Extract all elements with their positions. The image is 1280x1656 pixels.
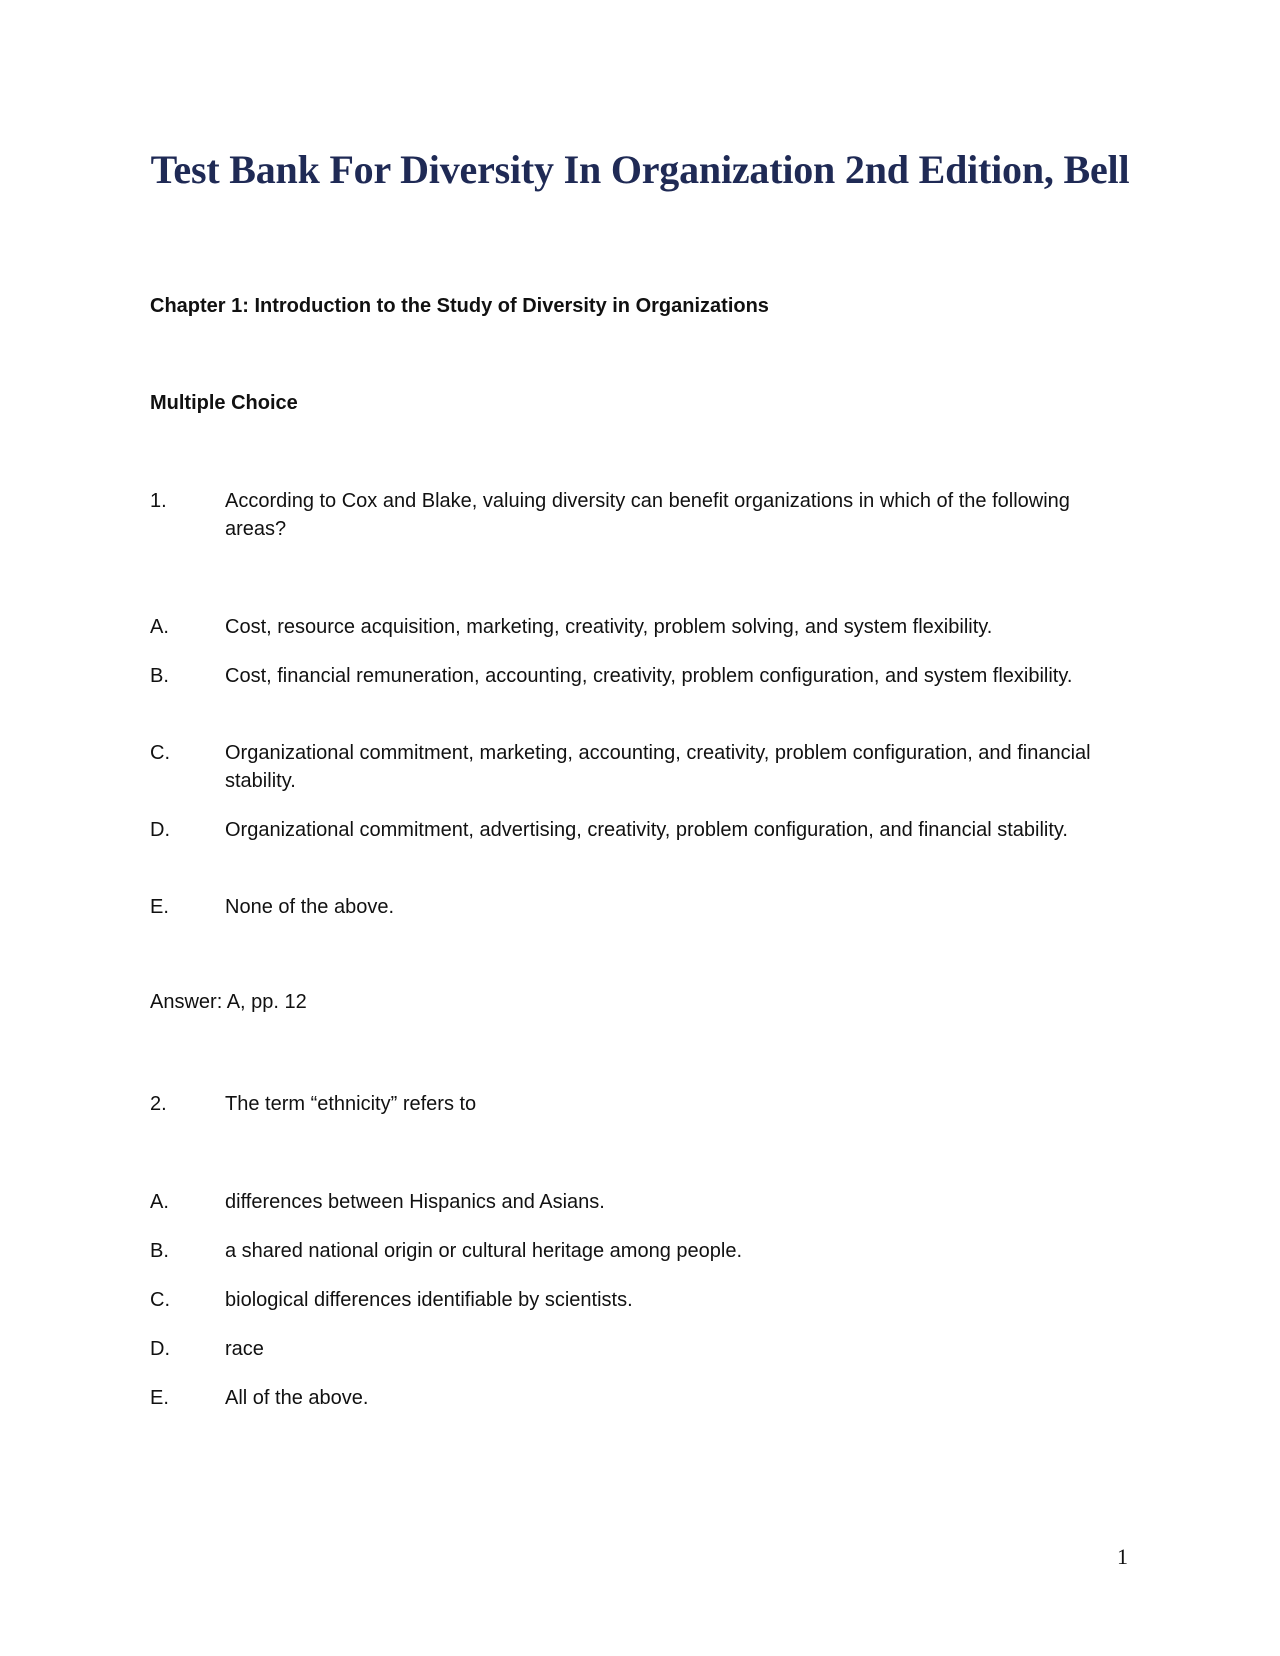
question-number: 2. bbox=[150, 1093, 167, 1115]
question-2 bbox=[150, 1090, 1130, 1118]
option-letter: E. bbox=[150, 1387, 169, 1409]
option-text: a shared national origin or cultural heritage among people. bbox=[225, 1240, 743, 1262]
option-text: Cost, financial remuneration, accounting, creativity, problem configuration, and system flexibility. bbox=[225, 665, 1073, 687]
option-letter: A. bbox=[150, 616, 169, 638]
chapter-heading: Chapter 1: Introduction to the Study of Diversity in Organizations bbox=[150, 295, 769, 317]
option-text: None of the above. bbox=[225, 896, 395, 918]
question-2-option-d bbox=[150, 1335, 1130, 1363]
option-letter: D. bbox=[150, 1338, 170, 1360]
option-letter: B. bbox=[150, 1240, 169, 1262]
question-2-option-b bbox=[150, 1237, 1130, 1265]
question-1-option-c bbox=[150, 739, 1130, 795]
option-text: Organizational commitment, advertising, creativity, problem configuration, and financial stability. bbox=[225, 819, 1068, 841]
question-text: According to Cox and Blake, valuing diversity can benefit organizations in which of the following areas? bbox=[225, 490, 1070, 540]
option-text: All of the above. bbox=[225, 1387, 369, 1409]
option-text: Cost, resource acquisition, marketing, creativity, problem solving, and system flexibility. bbox=[225, 616, 993, 638]
option-text: Organizational commitment, marketing, accounting, creativity, problem configuration, and financial stability. bbox=[225, 742, 1091, 792]
option-letter: E. bbox=[150, 896, 169, 918]
question-number: 1. bbox=[150, 490, 167, 512]
question-2-option-c bbox=[150, 1286, 1130, 1314]
option-letter: D. bbox=[150, 819, 170, 841]
section-heading: Multiple Choice bbox=[150, 392, 298, 414]
option-text: race bbox=[225, 1338, 264, 1360]
question-1-option-a bbox=[150, 613, 1130, 641]
question-2-option-e bbox=[150, 1384, 1130, 1412]
option-text: differences between Hispanics and Asians. bbox=[225, 1191, 605, 1213]
question-1-option-b bbox=[150, 662, 1130, 690]
question-1 bbox=[150, 487, 1130, 543]
document-title: Test Bank For Diversity In Organization 2nd Edition, Bell bbox=[150, 147, 1130, 192]
answer-key: Answer: A, pp. 12 bbox=[150, 991, 307, 1013]
question-2-option-a bbox=[150, 1188, 1130, 1216]
question-1-option-d bbox=[150, 816, 1130, 844]
option-letter: A. bbox=[150, 1191, 169, 1213]
question-1-option-e bbox=[150, 893, 1130, 921]
option-text: biological differences identifiable by scientists. bbox=[225, 1289, 633, 1311]
question-text: The term “ethnicity” refers to bbox=[225, 1093, 477, 1115]
option-letter: C. bbox=[150, 1289, 170, 1311]
option-letter: C. bbox=[150, 742, 170, 764]
page-number: 1 bbox=[1117, 1544, 1128, 1569]
option-letter: B. bbox=[150, 665, 169, 687]
